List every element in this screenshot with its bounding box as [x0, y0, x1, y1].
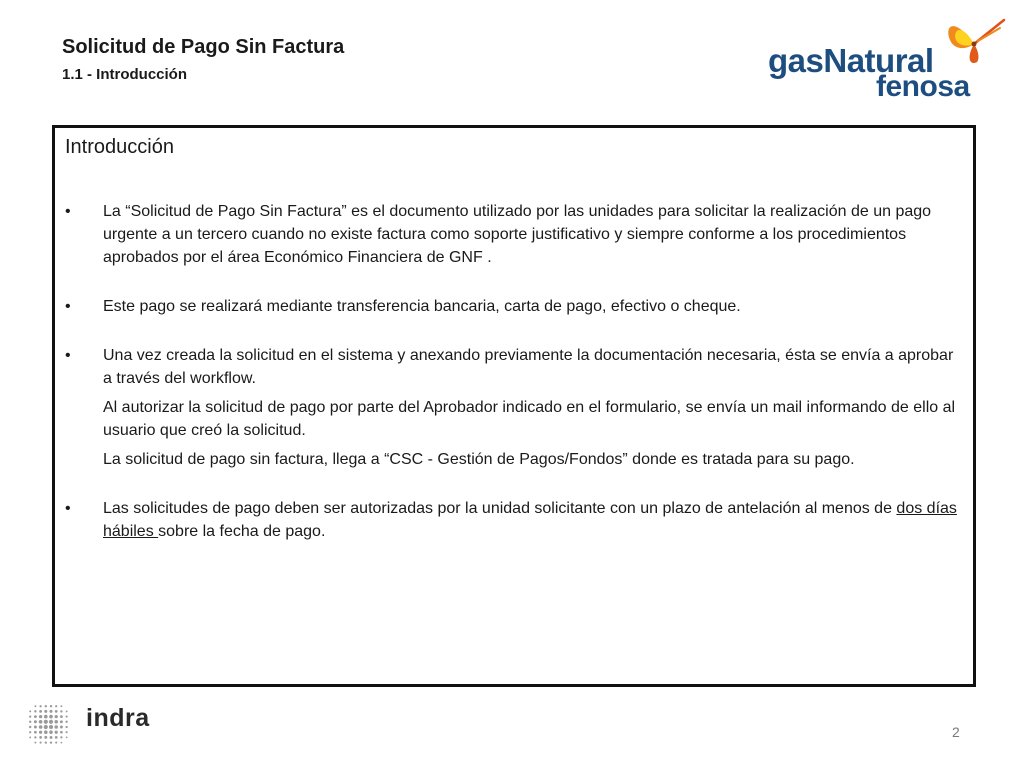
underlined-deadline: dos días hábiles	[103, 500, 957, 540]
sphere-dot	[34, 742, 36, 744]
bullet-3-paragraph-2: Al autorizar la solicitud de pago por parte del Aprobador indicado en el formulario, se envía un mail informando de ello al usuario que creó la solicitud.	[103, 399, 956, 439]
sphere-dot	[55, 742, 57, 744]
slide-title: Solicitud de Pago Sin Factura	[62, 36, 345, 58]
sphere-dot	[39, 715, 42, 718]
bullet-marker: •	[65, 203, 71, 220]
sphere-dot	[49, 715, 53, 719]
bullet-marker: •	[65, 298, 71, 315]
box-heading: Introducción	[65, 136, 174, 158]
sphere-dot	[60, 736, 62, 738]
sphere-dot	[54, 725, 58, 729]
bullet-list	[55, 200, 973, 543]
sphere-dot	[60, 726, 63, 729]
sphere-dot	[34, 720, 37, 723]
bullet-item-4	[55, 497, 973, 543]
bullet-item-1	[55, 200, 973, 269]
sphere-dot	[49, 710, 52, 713]
sphere-dot	[61, 742, 63, 744]
sphere-dot	[60, 731, 63, 734]
sphere-dot	[39, 720, 43, 724]
sphere-dot	[50, 741, 52, 743]
sphere-dot	[44, 720, 48, 724]
sphere-dot	[45, 741, 47, 743]
sphere-dot	[49, 720, 53, 724]
page-number: 2	[952, 724, 960, 740]
butterfly-icon	[944, 14, 1008, 72]
bullet-text-4	[103, 500, 957, 540]
logo-text-line1: gasNatural	[768, 42, 934, 79]
sphere-dot	[44, 715, 48, 719]
content-box	[52, 125, 976, 687]
sphere-dot	[55, 715, 58, 718]
sphere-dot	[50, 736, 53, 739]
sphere-dot	[66, 710, 68, 712]
sphere-dot	[39, 705, 41, 707]
partner-logo: indra	[86, 704, 150, 732]
company-logo	[768, 14, 1008, 104]
sphere-dot	[29, 721, 31, 723]
sphere-dot	[55, 731, 58, 734]
sphere-dot	[29, 726, 31, 728]
sphere-dot	[39, 725, 43, 729]
bullet-text-1: La “Solicitud de Pago Sin Factura” es el documento utilizado por las unidades para solicitar la realización de un pago urgente a un tercero cuando no existe factura como soporte justificativo y siempre conforme a los procedimientos aprobados por el área Económico Financiera de GNF .	[103, 203, 932, 266]
sphere-dot	[34, 725, 37, 728]
sphere-dot	[39, 710, 42, 713]
sphere-dot	[60, 710, 62, 712]
sphere-dot	[34, 710, 36, 712]
sphere-dot	[54, 720, 58, 724]
sphere-dot	[55, 736, 58, 739]
sphere-dot	[29, 736, 31, 738]
sphere-dot	[49, 730, 53, 734]
sphere-dot	[34, 736, 36, 738]
slide-subtitle: 1.1 - Introducción	[62, 66, 188, 83]
bullet-4-text-post: sobre la fecha de pago.	[158, 523, 326, 540]
sphere-dot	[65, 721, 67, 723]
sphere-dot	[55, 710, 58, 713]
bullet-3-paragraph-3: La solicitud de pago sin factura, llega a “CSC - Gestión de Pagos/Fondos” donde es tratada para su pago.	[103, 451, 855, 468]
sphere-dot	[44, 730, 48, 734]
sphere-dot	[29, 715, 31, 717]
bullet-text-3: Una vez creada la solicitud en el sistema y anexando previamente la documentación necesaria, ésta se envía a aprobar a través del workflow.	[103, 347, 954, 387]
sphere-dot	[44, 710, 47, 713]
sphere-dot	[39, 736, 42, 739]
sphere-dot	[39, 731, 42, 734]
sphere-dot	[66, 716, 68, 718]
sphere-dot	[29, 710, 31, 712]
sphere-dot	[55, 705, 57, 707]
logo-text-line2: fenosa	[876, 70, 970, 103]
bullet-marker: •	[65, 347, 71, 364]
sphere-dot	[44, 725, 48, 729]
sphere-dot	[66, 737, 68, 739]
sphere-dot	[34, 705, 36, 707]
sphere-dot	[60, 705, 62, 707]
sphere-dot	[45, 705, 47, 707]
bullet-marker: •	[65, 500, 71, 517]
sphere-dot	[40, 742, 42, 744]
sphere-dot	[60, 715, 63, 718]
sphere-dot	[34, 715, 37, 718]
sphere-dot	[60, 720, 63, 723]
bullet-item-2	[55, 295, 973, 318]
bullet-item-3	[55, 344, 973, 390]
sphere-dot	[65, 726, 67, 728]
sphere-dot	[34, 731, 37, 734]
bullet-text-2: Este pago se realizará mediante transferencia bancaria, carta de pago, efectivo o cheque.	[103, 298, 741, 315]
sphere-dot	[50, 705, 52, 707]
sphere-dot	[49, 725, 53, 729]
bullet-4-text-pre: Las solicitudes de pago deben ser autorizadas por la unidad solicitante con un plazo de antelación al menos de	[103, 500, 897, 517]
dot-sphere-icon	[22, 698, 74, 750]
sphere-dot	[29, 731, 31, 733]
sphere-dot	[66, 731, 68, 733]
sphere-dot	[44, 736, 47, 739]
